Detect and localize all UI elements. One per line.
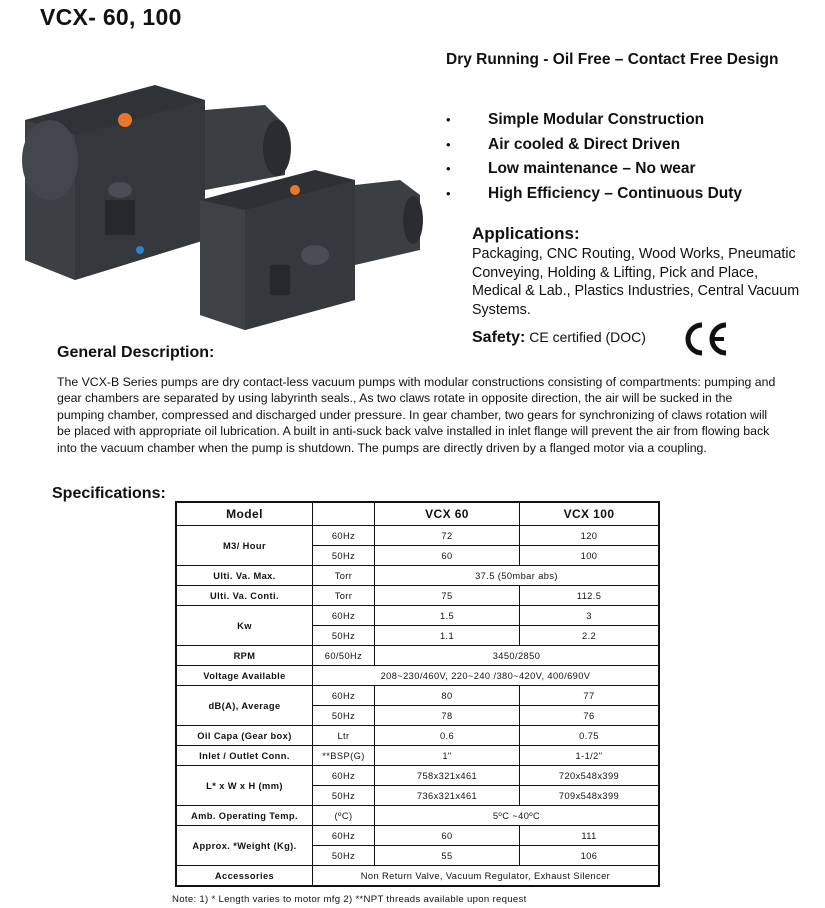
table-cell: (ºC) [313, 806, 375, 826]
table-cell: Ulti. Va. Conti. [176, 586, 313, 606]
table-cell: 720x548x399 [520, 766, 660, 786]
table-row [176, 766, 659, 786]
table-cell: 1" [375, 746, 520, 766]
bullet-icon: • [446, 185, 451, 201]
table-cell: Non Return Valve, Vacuum Regulator, Exhaust Silencer [313, 866, 660, 887]
feature-item: • Simple Modular Construction [446, 111, 705, 128]
table-cell: 50Hz [313, 786, 375, 806]
page-title: VCX- 60, 100 [40, 4, 182, 30]
table-cell: 0.75 [520, 726, 660, 746]
table-cell: 106 [520, 846, 660, 866]
general-description-title: General Description: [57, 344, 215, 361]
table-cell: Kw [176, 606, 313, 646]
table-row [176, 726, 659, 746]
table-cell: 111 [520, 826, 660, 846]
table-cell: Accessories [176, 866, 313, 887]
table-cell: 0.6 [375, 726, 520, 746]
table-row [176, 666, 659, 686]
table-cell: Torr [313, 586, 375, 606]
table-cell: **BSP(G) [313, 746, 375, 766]
table-cell: 1-1/2" [520, 746, 660, 766]
table-cell: 80 [375, 686, 520, 706]
header-unit [313, 502, 375, 526]
table-row [176, 586, 659, 606]
table-cell: 60/50Hz [313, 646, 375, 666]
table-cell: 60Hz [313, 606, 375, 626]
table-cell: 5ºC ~40ºC [375, 806, 660, 826]
table-row [176, 866, 659, 887]
vacuum-pump-photo [15, 80, 435, 335]
table-cell: 1.5 [375, 606, 520, 626]
table-cell: 736x321x461 [375, 786, 520, 806]
table-cell: RPM [176, 646, 313, 666]
table-cell: L* x W x H (mm) [176, 766, 313, 806]
table-cell: 3 [520, 606, 660, 626]
safety-line [472, 329, 646, 347]
table-cell: Oil Capa (Gear box) [176, 726, 313, 746]
table-cell: 50Hz [313, 546, 375, 566]
table-row [176, 646, 659, 666]
header-vcx60: VCX 60 [375, 502, 520, 526]
table-cell: 77 [520, 686, 660, 706]
table-cell: Ltr [313, 726, 375, 746]
tagline: Dry Running - Oil Free – Contact Free Design [446, 51, 779, 68]
general-description-text: The VCX-B Series pumps are dry contact-less vacuum pumps with modular constructions consisting of compartments: pumping and gear chambers are separated by using labyrinth seals., As two claws rotate in opposite direction, the air will be sucked in the pumping chamber, compressed and discharged under pressure. In gear chamber, two gears for synchronizing of claws rotation will be placed with appropriate oil lubrication. A built in anti-suck back valve installed in inlet flange will prevent the air from flowing back into the vacuum chamber when the pump is shutdown. The pumps are directly driven by a flanged motor via a coupling. [57, 375, 776, 455]
feature-list [446, 110, 742, 208]
table-cell: 3450/2850 [375, 646, 660, 666]
table-cell: 60 [375, 546, 520, 566]
safety-value: CE certified (DOC) [529, 329, 646, 345]
table-cell: Ulti. Va. Max. [176, 566, 313, 586]
table-cell: 55 [375, 846, 520, 866]
table-cell: Torr [313, 566, 375, 586]
applications-text: Packaging, CNC Routing, Wood Works, Pneumatic Conveying, Holding & Lifting, Pick and Place, Medical & Lab., Plastics Industries, Central Vacuum Systems. [472, 246, 800, 318]
table-row [176, 806, 659, 826]
header-model: Model [176, 502, 313, 526]
table-cell: 112.5 [520, 586, 660, 606]
table-cell: 50Hz [313, 626, 375, 646]
specifications-table [175, 501, 660, 887]
applications-title: Applications: [472, 224, 580, 243]
specifications-title: Specifications: [52, 485, 166, 502]
table-cell: 2.2 [520, 626, 660, 646]
table-cell: 78 [375, 706, 520, 726]
table-cell: 72 [375, 526, 520, 546]
table-cell: 50Hz [313, 706, 375, 726]
table-row [176, 566, 659, 586]
table-cell: 75 [375, 586, 520, 606]
table-cell: 60Hz [313, 826, 375, 846]
bullet-icon: • [446, 161, 451, 176]
bullet-icon: • [446, 112, 451, 127]
feature-item: • Low maintenance – No wear [446, 160, 696, 177]
safety-label: Safety: [472, 329, 526, 346]
table-cell: 1.1 [375, 626, 520, 646]
table-row [176, 526, 659, 546]
table-cell: 60Hz [313, 526, 375, 546]
table-cell: Inlet / Outlet Conn. [176, 746, 313, 766]
header-vcx100: VCX 100 [520, 502, 660, 526]
footnote: Note: 1) * Length varies to motor mfg 2) **NPT threads available upon request [172, 894, 527, 905]
table-row [176, 606, 659, 626]
bullet-icon: • [446, 136, 451, 152]
table-cell: 208~230/460V, 220~240 /380~420V, 400/690V [313, 666, 660, 686]
pump-small-graphic [200, 170, 423, 330]
table-cell: 758x321x461 [375, 766, 520, 786]
table-cell: 37.5 (50mbar abs) [375, 566, 660, 586]
table-cell: 60Hz [313, 686, 375, 706]
table-cell: 120 [520, 526, 660, 546]
table-row [176, 746, 659, 766]
table-cell: Voltage Available [176, 666, 313, 686]
table-cell: Approx. *Weight (Kg). [176, 826, 313, 866]
table-row [176, 686, 659, 706]
table-cell: Amb. Operating Temp. [176, 806, 313, 826]
table-cell: M3/ Hour [176, 526, 313, 566]
table-cell: 50Hz [313, 846, 375, 866]
table-cell: 76 [520, 706, 660, 726]
table-cell: dB(A), Average [176, 686, 313, 726]
table-header-row [176, 502, 659, 526]
table-cell: 100 [520, 546, 660, 566]
table-cell: 60Hz [313, 766, 375, 786]
table-row [176, 826, 659, 846]
table-cell: 60 [375, 826, 520, 846]
ce-mark-icon [680, 320, 730, 358]
feature-item: • Air cooled & Direct Driven [446, 135, 681, 153]
feature-item: • High Efficiency – Continuous Duty [446, 184, 743, 202]
table-cell: 709x548x399 [520, 786, 660, 806]
